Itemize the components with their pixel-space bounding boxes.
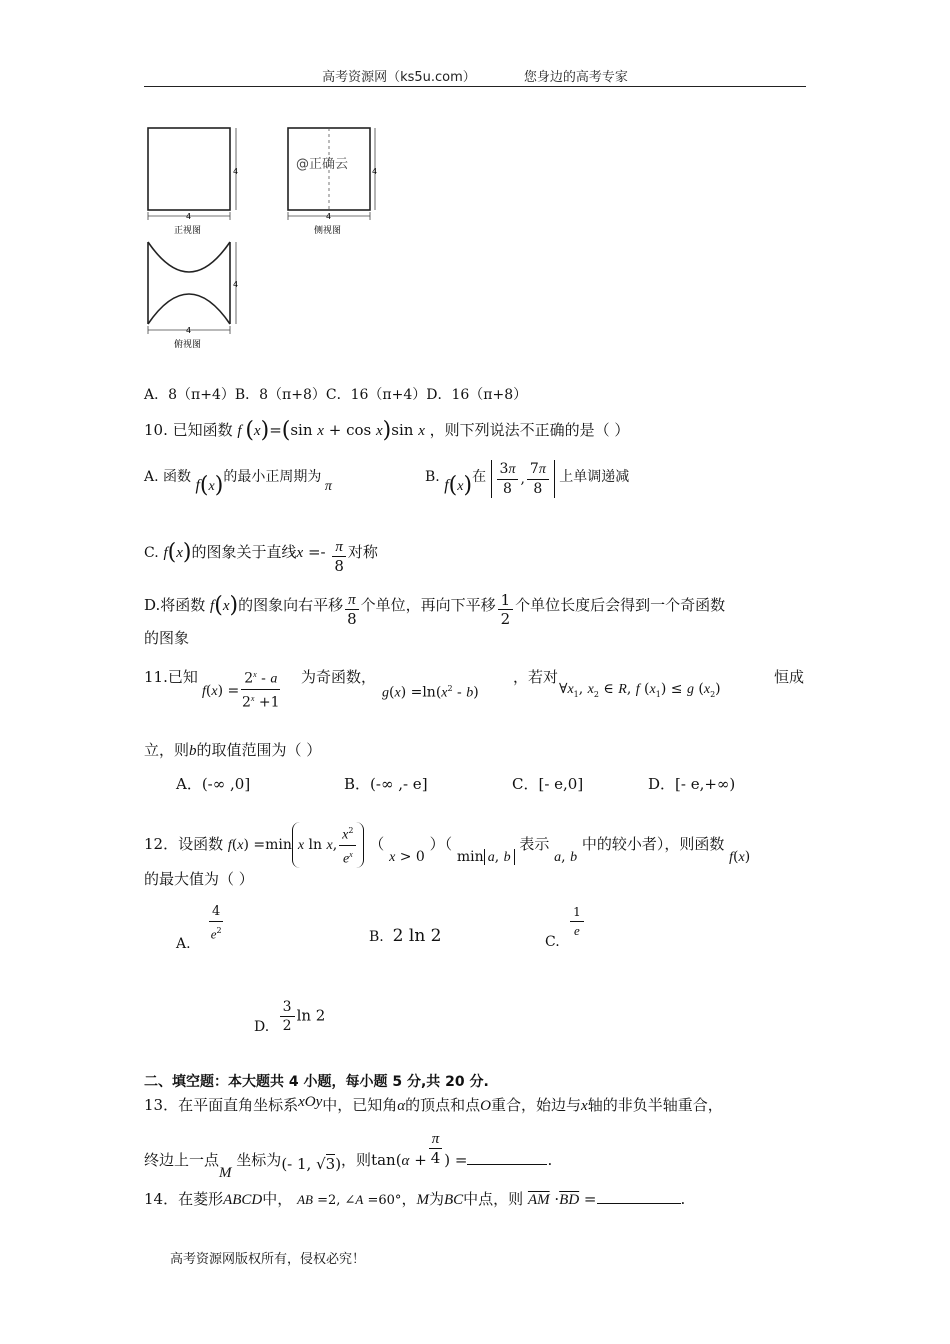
- header-slogan: 您身边的高考专家: [523, 70, 628, 85]
- top-height-label: 4: [233, 280, 239, 289]
- q13-mid1: 中，已知角: [322, 1096, 398, 1114]
- q10-b-mid: 在: [472, 469, 487, 485]
- q13-line2-a: 终边上一点: [144, 1151, 220, 1169]
- q10-a-prefix: A. 函数: [144, 469, 192, 485]
- front-height-label: 4: [233, 167, 239, 176]
- q10-b-suffix: 上单调递减: [559, 469, 630, 485]
- q11-option-c: C．[- e,0]: [512, 775, 584, 793]
- page-header: [0, 66, 950, 85]
- q13-line1: 13．在平面直角坐标系xOy中，已知角α的顶点和点O重合，始边与x轴的非负半轴重合，: [144, 1094, 723, 1114]
- q11-option-d: D．[- e,+∞): [648, 775, 736, 793]
- q10-d-mid2: 个单位，再向下平移: [360, 596, 496, 614]
- q12-line2: [144, 868, 254, 890]
- q12-p3: 表示: [519, 835, 550, 854]
- q14-mid3: 为: [428, 1190, 444, 1208]
- front-view-label: 正视图: [174, 226, 202, 236]
- top-width-label: 4: [186, 326, 192, 335]
- q13-line2: 终边上一点M 坐标为(- 1, √3)，则tan(α + $\frac{\pi}{4}$ ) = .: [144, 1131, 553, 1181]
- q10-b-prefix: B.: [425, 469, 440, 485]
- q10-a-suffix: 的最小正周期为: [223, 469, 322, 485]
- q13-mid4: 轴的非负半轴重合，: [587, 1096, 723, 1114]
- q13-mid2: 的顶点和点: [405, 1096, 481, 1114]
- q12-opt-b-label: B.: [369, 929, 384, 945]
- q10-stem: 10. 已知函数 f (x)=(sin x + cos x)sin x ，则下列说法不正确的是（ ）: [144, 418, 630, 443]
- q13-line2-c: ，则: [341, 1151, 372, 1169]
- q11-mid1: 为奇函数，: [301, 668, 377, 686]
- q11-f-def: f(x) = $\frac{2^x - a}{2^x +1}$: [202, 666, 282, 711]
- header-site: 高考资源网（ks5u.com）: [322, 70, 476, 85]
- side-width-label: 4: [326, 212, 332, 221]
- q13-line2-d: .: [547, 1151, 553, 1169]
- q12-p1: （: [369, 835, 385, 854]
- q14-line: 14．在菱形ABCD中， AB =2, ∠A =60°，M为BC中点，则 $\overline{AM} \cdot\overline{BD}$ = .: [144, 1190, 686, 1208]
- q10-option-b: B. f(x)在 $\frac{3\pi}{8}$ , $\frac{7\pi}{8}$ 上单调递减: [425, 461, 630, 498]
- q10-c-prefix: C.: [144, 545, 159, 561]
- q12-option-b: B. 2 ln 2: [369, 926, 442, 946]
- side-height-label: 4: [372, 167, 378, 176]
- q10-d-prefix: D.将函数: [144, 596, 206, 614]
- q14-end: .: [680, 1190, 686, 1208]
- q12-opt-a-label: A.: [176, 935, 191, 952]
- q10-suffix: ，则下列说法不正确的是（ ）: [429, 421, 630, 439]
- q12-opt-d-label: D.: [254, 1018, 270, 1035]
- watermark: @正确云: [296, 157, 349, 172]
- q14-mid1: 中，: [262, 1190, 293, 1208]
- q12-option-d: D. $\frac{3}{2}$ ln 2: [254, 999, 326, 1035]
- q14-prefix: 14．在菱形: [144, 1190, 224, 1208]
- q13-prefix: 13．在平面直角坐标系: [144, 1096, 299, 1114]
- q10-option-d: D.将函数 f(x)的图象向右平移 $\frac{\pi}{8}$ 个单位，再向下平移 $\frac{1}{2}$ 个单位长度后会得到一个奇函数: [144, 591, 726, 628]
- q11-g-def: $g(x) =\ln(x^2 - b)$: [382, 684, 479, 701]
- q14-mid4: 中点，则: [463, 1190, 524, 1208]
- q12-prefix: 12．设函数: [144, 835, 224, 854]
- q9-options: A．8（π+4）B．8（π+8）C．16（π+4）D．16（π+8）: [144, 387, 528, 403]
- q11-condition: $\forall x_1$, $x_2$ ∈ R, f $(x_1) \le g$ $(x_2)$: [559, 681, 721, 699]
- q13-line2-b: 坐标为: [236, 1151, 282, 1169]
- q14-mid2: ，: [401, 1190, 417, 1208]
- header-rule: [144, 86, 806, 87]
- q12-p4: 中的较小者），则函数: [581, 835, 725, 854]
- q12-p2: ）（: [429, 835, 453, 854]
- q12-line2-text: 的最大值为（ ）: [144, 870, 254, 888]
- q13-mid3: 重合，始边与: [491, 1096, 582, 1114]
- three-view-figure: [144, 122, 384, 354]
- side-view-label: 侧视图: [314, 226, 342, 236]
- q12-stem-line1: 12．设函数 f(x) =min x ln x, $\frac{x^2}{e^x}$ （ x > 0 ）（ min a, b 表示 a, b 中的较小者），则函数 f(x): [144, 822, 750, 868]
- q10-c-mid: 的图象关于直线: [191, 543, 297, 561]
- q11-prefix: 11.已知: [144, 668, 198, 686]
- q12-option-c: C. $\frac{1}{e}$: [545, 903, 586, 940]
- q11-suffix: 恒成: [774, 668, 805, 686]
- q12-opt-c-label: C.: [545, 933, 560, 950]
- q10-d-mid1: 的图象向右平移: [238, 596, 344, 614]
- q10-prefix: 10. 已知函数: [144, 421, 233, 439]
- q10-d-mid3: 个单位长度后会得到一个奇函数: [515, 596, 726, 614]
- q10-c-suffix: 对称: [347, 543, 378, 561]
- q12-option-a: A. $\frac{4}{e^2}$: [176, 904, 222, 952]
- section-2-title: 二、填空题：本大题共 4 小题，每小题 5 分,共 20 分.: [144, 1074, 489, 1090]
- q11-line2-a: 立，则: [144, 741, 190, 759]
- top-view-label: 俯视图: [174, 340, 202, 350]
- q11-line2-b: 的取值范围为（ ）: [196, 741, 322, 759]
- page-footer: 高考资源网版权所有，侵权必究！: [170, 1252, 366, 1267]
- q10-option-d-line2: 的图象: [144, 629, 190, 647]
- q10-option-c: C. f(x)的图象关于直线x =- $\frac{\pi}{8}$ 对称: [144, 539, 378, 575]
- q11-option-a: A．(-∞ ,0]: [176, 775, 251, 793]
- q11-option-b: B．(-∞ ,- e]: [344, 775, 428, 793]
- q11-mid2: ，若对: [513, 668, 559, 686]
- q10-option-a: A. 函数 f(x)的最小正周期为 π: [144, 469, 332, 498]
- q11-line2: 立，则b的取值范围为（ ）: [144, 741, 322, 759]
- front-width-label: 4: [186, 212, 192, 221]
